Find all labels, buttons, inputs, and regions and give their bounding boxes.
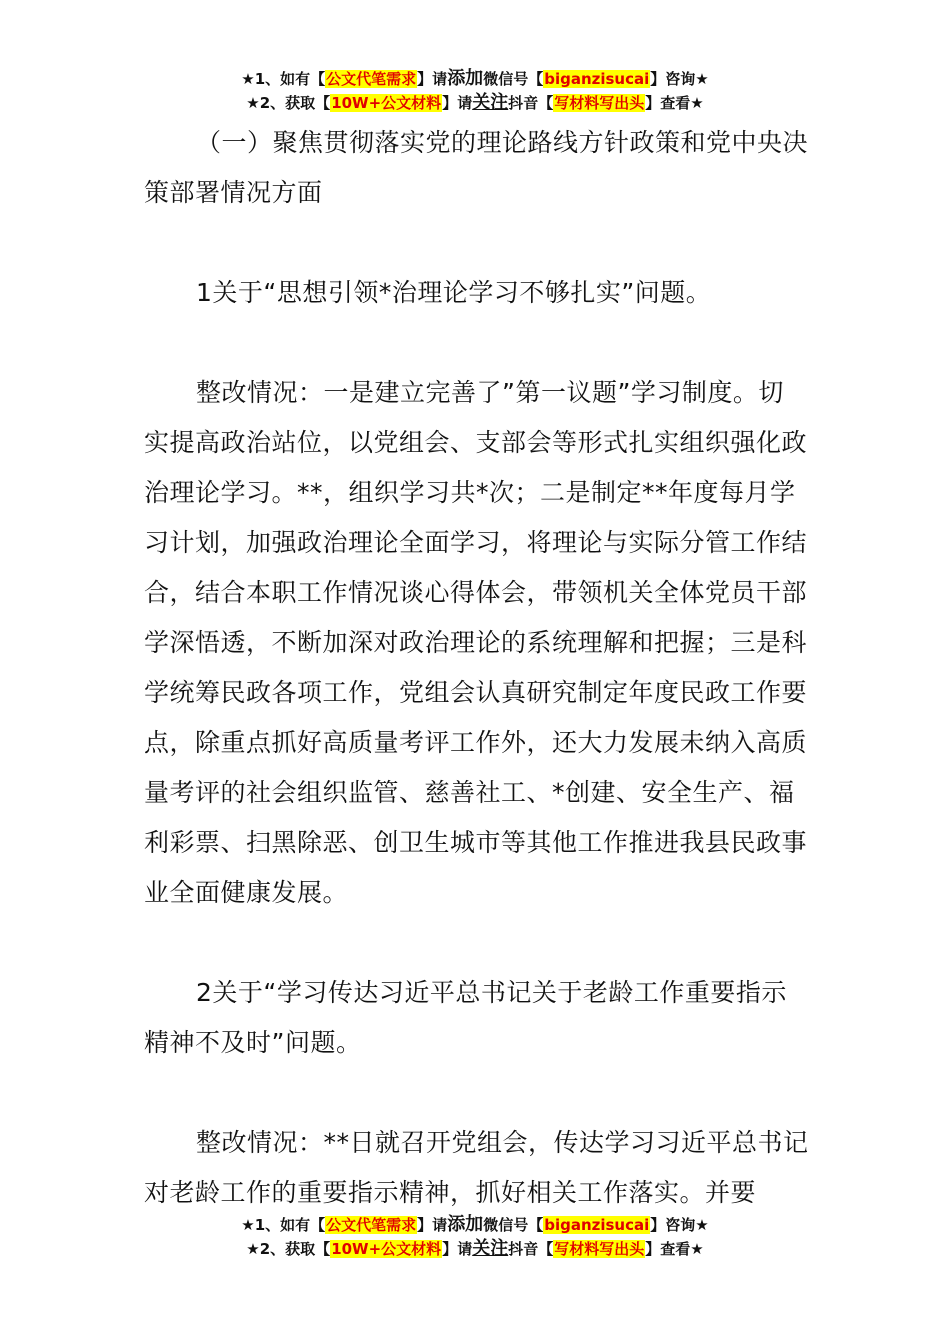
item-1-title: 1关于“思想引领*治理论学习不够扎实”问题。 (196, 278, 712, 307)
douyin-id: 写材料写出头 (554, 94, 645, 112)
banner-line-1 (0, 1214, 950, 1238)
item-1-body: 整改情况：一是建立完善了”第一议题”学习制度。切实提高政治站位，以党组会、支部会等形式扎实组织强化政治理论学习。**，组织学习共*次；二是制定**年度每月学习计划，加强政治理论全面学习，将理论与实际分管工作结合，结合本职工作情况谈心得体会，带领机关全体党员干部学深悟透，不断加深对政治理论的系统理解和把握；三是科学统筹民政各项工作，党组会认真研究制定年度民政工作要点，除重点抓好高质量考评工作外，还大力发展未纳入高质量考评的社会组织监管、慈善社工、*创建、安全生产、福利彩票、扫黑除恶、创卫生城市等其他工作推进我县民政事业全面健康发展。 (144, 378, 808, 907)
banner-line-2 (0, 1238, 950, 1262)
banner-line-1 (0, 68, 950, 92)
banner-text: 】咨询 (650, 1216, 696, 1234)
emphasis-text: 关注 (472, 92, 509, 113)
star-icon: ★ (695, 70, 709, 88)
banner-line-2 (0, 92, 950, 116)
star-icon: ★ (246, 94, 260, 112)
star-icon: ★ (690, 94, 704, 112)
banner-text: 微信号【 (483, 1216, 544, 1234)
banner-text: 1、如有【 (254, 1216, 326, 1234)
star-icon: ★ (695, 1216, 709, 1234)
banner-text: 】查看 (645, 1240, 691, 1258)
banner-text: 1、如有【 (254, 70, 326, 88)
wechat-id: biganzisucai (544, 70, 650, 88)
banner-text: 】请 (442, 94, 473, 112)
header-banner (0, 68, 950, 116)
star-icon: ★ (690, 1240, 704, 1258)
banner-text: 微信号【 (483, 70, 544, 88)
star-icon: ★ (241, 1216, 255, 1234)
highlight-text: 公文代笔需求 (326, 70, 417, 88)
star-icon: ★ (241, 70, 255, 88)
highlight-text: 公文代笔需求 (326, 1216, 417, 1234)
banner-text: 】咨询 (650, 70, 696, 88)
banner-text: 2、获取【 (259, 1240, 331, 1258)
banner-text: 】请 (417, 70, 448, 88)
emphasis-text: 添加 (447, 68, 484, 89)
emphasis-text: 关注 (472, 1238, 509, 1259)
highlight-text: 10W+公文材料 (331, 1240, 442, 1258)
wechat-id: biganzisucai (544, 1216, 650, 1234)
star-icon: ★ (246, 1240, 260, 1258)
douyin-id: 写材料写出头 (554, 1240, 645, 1258)
banner-text: 】查看 (645, 94, 691, 112)
banner-text: 抖音【 (508, 94, 554, 112)
item-2-title: 2关于“学习传达习近平总书记关于老龄工作重要指示精神不及时”问题。 (144, 978, 787, 1057)
banner-text: 2、获取【 (259, 94, 331, 112)
item-2-body: 整改情况：**日就召开党组会，传达学习习近平总书记对老龄工作的重要指示精神，抓好相关工作落实。并要 (144, 1128, 809, 1207)
banner-text: 抖音【 (508, 1240, 554, 1258)
banner-text: 】请 (417, 1216, 448, 1234)
highlight-text: 10W+公文材料 (331, 94, 442, 112)
emphasis-text: 添加 (447, 1214, 484, 1235)
document-body (144, 118, 809, 1218)
banner-text: 】请 (442, 1240, 473, 1258)
section-heading: （一）聚焦贯彻落实党的理论路线方针政策和党中央决策部署情况方面 (144, 128, 809, 207)
footer-banner (0, 1214, 950, 1262)
